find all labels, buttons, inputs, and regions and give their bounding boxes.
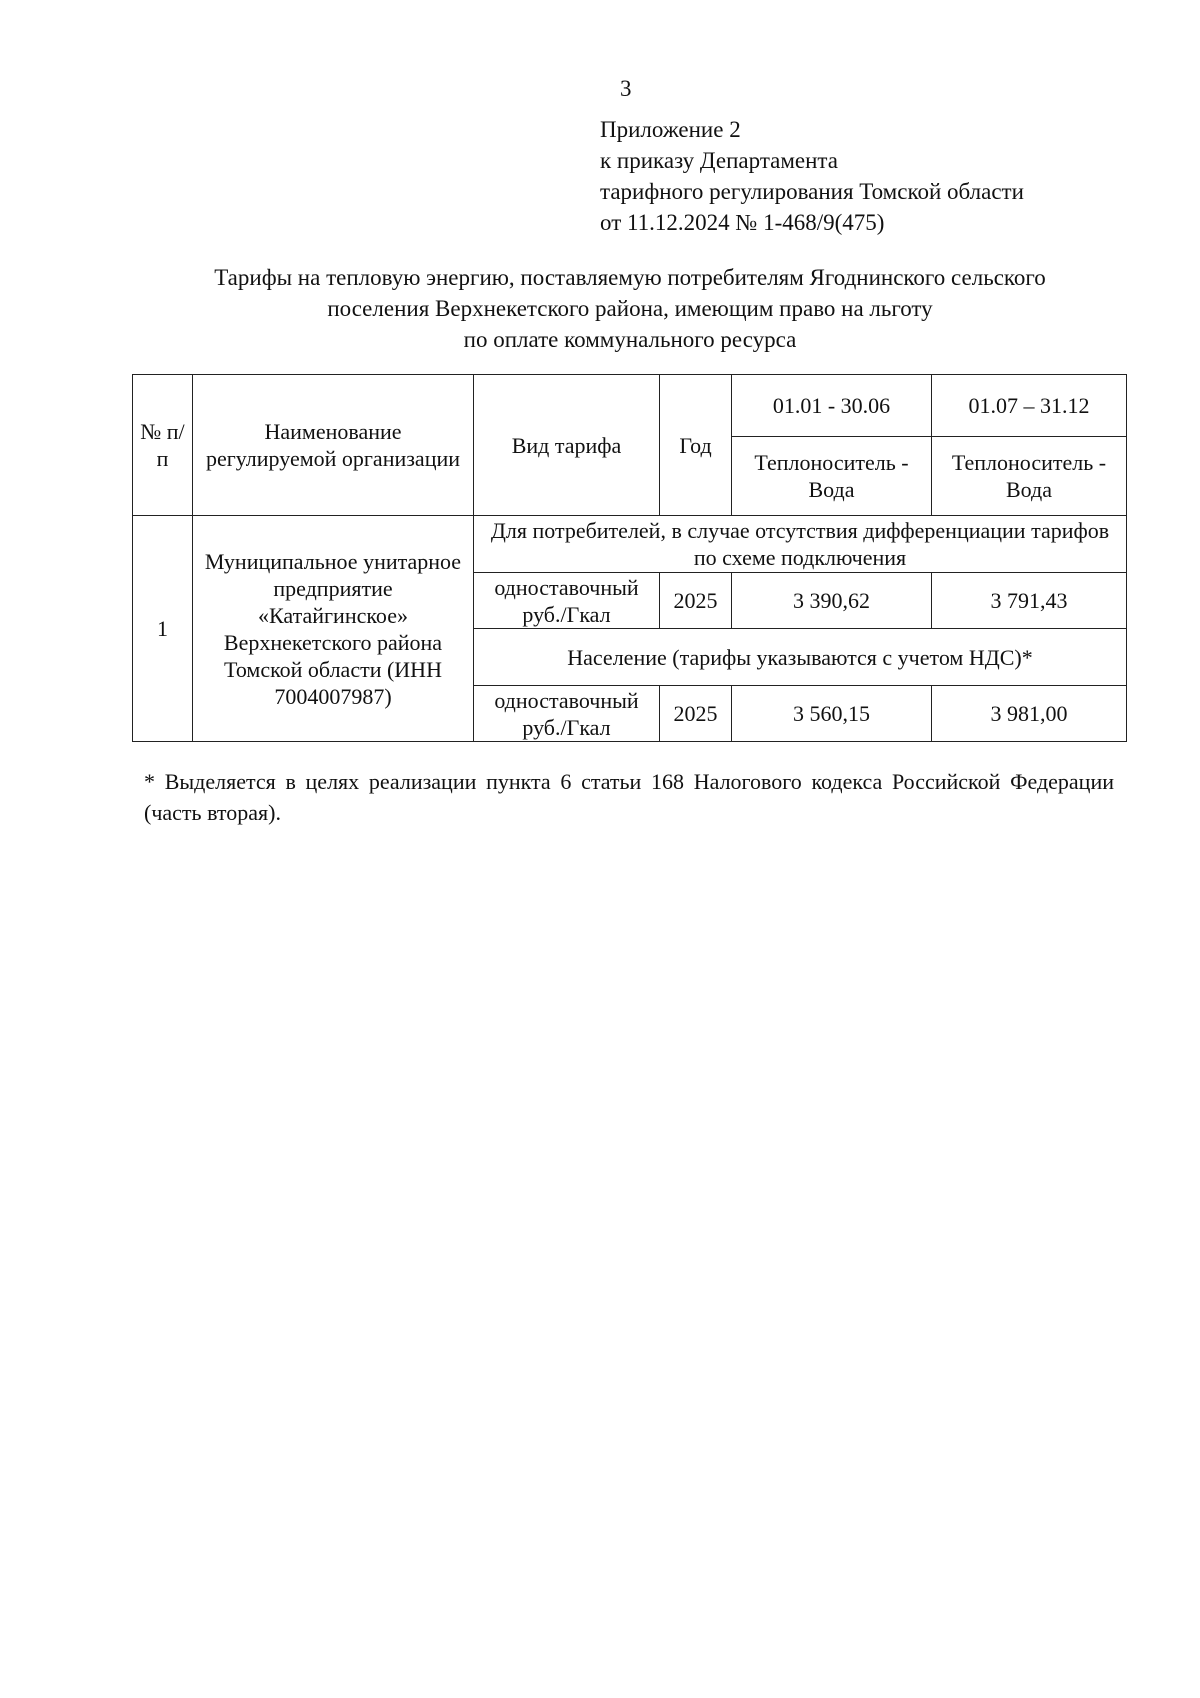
value-period-1: 3 390,62 (732, 573, 932, 629)
header-period-2: 01.07 – 31.12 (932, 375, 1127, 437)
appendix-line-1: Приложение 2 (600, 117, 741, 142)
section-label-consumers: Для потребителей, в случае отсутствия дифференциации тарифов по схеме подключения (474, 516, 1127, 573)
appendix-line-2: к приказу Департамента (600, 148, 838, 173)
title-line-3: по оплате коммунального ресурса (463, 327, 797, 352)
appendix-header (600, 114, 1024, 238)
footnote: * Выделяется в целях реализации пункта 6 статьи 168 Налогового кодекса Российской Федерации (часть вторая). (144, 769, 1114, 825)
header-tariff-type: Вид тарифа (474, 375, 660, 516)
header-carrier-2: Теплоноситель - Вода (932, 437, 1127, 516)
page-number: 3 (620, 76, 632, 101)
header-carrier-1: Теплоноситель - Вода (732, 437, 932, 516)
year-cell: 2025 (660, 573, 732, 629)
appendix-line-4: от 11.12.2024 № 1-468/9(475) (600, 210, 885, 235)
header-number: № п/п (133, 375, 193, 516)
header-year: Год (660, 375, 732, 516)
value-period-2: 3 981,00 (932, 686, 1127, 742)
title-line-1: Тарифы на тепловую энергию, поставляемую потребителям Ягоднинского сельского (214, 265, 1046, 290)
section-label-population: Население (тарифы указываются с учетом НДС)* (474, 629, 1127, 686)
tariff-table (132, 374, 1127, 742)
value-period-2: 3 791,43 (932, 573, 1127, 629)
section-row-consumers (133, 516, 1127, 573)
table-header-row (133, 375, 1127, 437)
title-line-2: поселения Верхнекетского района, имеющим право на льготу (327, 296, 933, 321)
appendix-line-3: тарифного регулирования Томской области (600, 179, 1024, 204)
header-organization: Наименование регулируемой организации (193, 375, 474, 516)
organization-name: Муниципальное унитарное предприятие «Катайгинское» Верхнекетского района Томской области (ИНН 7004007987) (193, 516, 474, 742)
year-cell: 2025 (660, 686, 732, 742)
row-number: 1 (133, 516, 193, 742)
document-title (130, 262, 1130, 355)
header-period-1: 01.01 - 30.06 (732, 375, 932, 437)
tariff-type-cell: одноставочный руб./Гкал (474, 686, 660, 742)
value-period-1: 3 560,15 (732, 686, 932, 742)
tariff-type-cell: одноставочный руб./Гкал (474, 573, 660, 629)
